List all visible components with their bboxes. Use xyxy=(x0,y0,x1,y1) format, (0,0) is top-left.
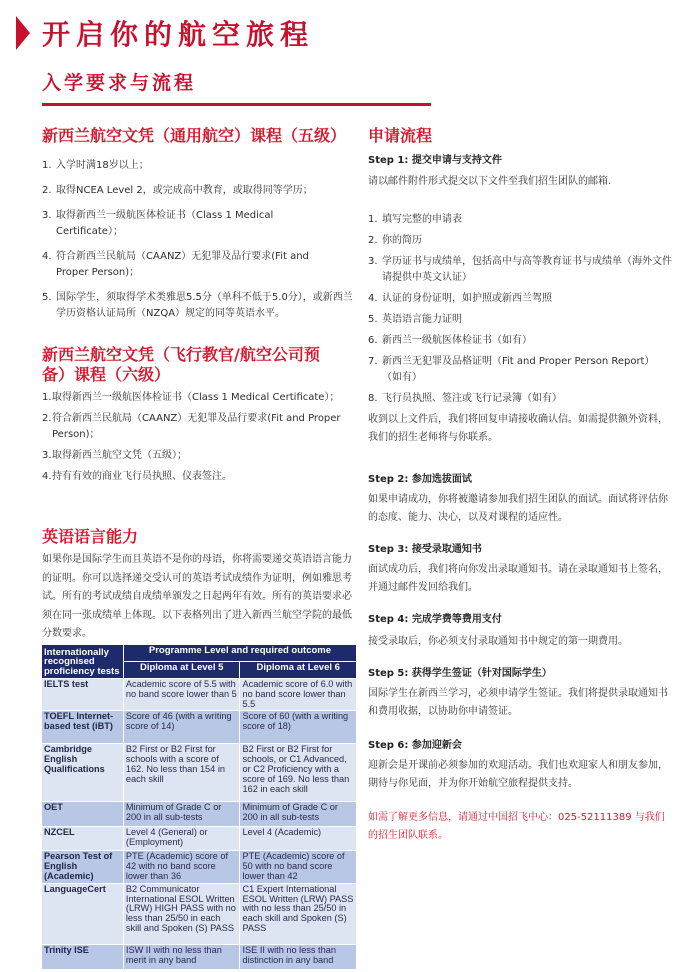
step5-text: 国际学生在新西兰学习，必须申请学生签证。我们将提供录取通知书和费用收据，以协助你申请签证。 xyxy=(368,688,668,717)
table-row: Pearson Test of English (Academic) PTE (Academic) score of 42 with no band score lower than 36 PTE (Academic) score of 50 with no band score lower than 42 xyxy=(42,851,357,883)
page-title: 开启你的航空旅程 xyxy=(42,18,315,51)
step4-text: 接受录取后，你必须支付录取通知书中规定的第一期费用。 xyxy=(368,636,628,647)
list-item: 3. 取得新西兰一级航医体检证书（Class 1 Medical Certificate）； xyxy=(42,210,274,237)
step1-document-list xyxy=(368,212,674,407)
list-item: 3. 取得新西兰航空文凭（五级）； xyxy=(42,450,187,461)
contact-info: 如需了解更多信息，请通过中国招飞中心：025-52111389 与我们的招生团队联系。 xyxy=(368,812,665,841)
list-item: 2. 符合新西兰民航局（CAANZ）无犯罪及品行要求(Fit and Proper Person)； xyxy=(42,413,341,440)
step1-outro: 收到以上文件后，我们将回复申请接收确认信。如需提供额外资料，我们的招生老师将与你联系。 xyxy=(368,414,668,443)
level5-list xyxy=(42,158,356,322)
list-item: 1. 填写完整的申请表 xyxy=(368,214,462,225)
english-paragraph: 如果你是国际学生而且英语不是你的母语，你将需要递交英语语言能力的证明。你可以选择递交受认可的英语考试成绩作为证明，例如雅思考试。所有的考试成绩自成绩单颁发之日起两年有效。所有的英语要求必须在同一张成绩单上体现。以下表格列出了进入新西兰航空学院的最低分数要求。 xyxy=(42,554,352,639)
list-item: 8. 飞行员执照、签注或飞行记录簿（如有） xyxy=(368,393,562,404)
proficiency-table xyxy=(41,644,357,970)
level6-list xyxy=(42,390,356,485)
list-item: 1. 取得新西兰一级航医体检证书（Class 1 Medical Certificate）； xyxy=(42,392,340,403)
table-row: Cambridge English Qualifications B2 First or B2 First for schools with a score of 162. No less than 154 in each skill B2 First or B2 First for schools, or C1 Advanced, or C2 Proficiency with a score of 169. No less than 162 in each skill xyxy=(42,744,357,802)
table-row: NZCEL Level 4 (General) or (Employment) Level 4 (Academic) xyxy=(42,827,357,851)
step2-title: Step 2: 参加选拔面试 xyxy=(368,474,472,485)
header-triangle-icon xyxy=(16,16,30,50)
step3-text: 面试成功后，我们将向你发出录取通知书。请在录取通知书上签名，并通过邮件发回给我们。 xyxy=(368,564,668,593)
level5-section xyxy=(42,126,356,322)
list-item: 3. 学历证书与成绩单，包括高中与高等教育证书与成绩单（海外文件请提供中英文认证） xyxy=(368,256,672,283)
list-item: 4. 持有有效的商业飞行员执照、仪表签注。 xyxy=(42,471,232,482)
step3-title: Step 3: 接受录取通知书 xyxy=(368,544,482,555)
table-row: TOEFL Internet-based test (iBT) Score of 46 (with a writing score of 14) Score of 60 (with a writing score of 18) xyxy=(42,711,357,744)
list-item: 2. 取得NCEA Level 2，或完成高中教育，或取得同等学历； xyxy=(42,185,313,196)
list-item: 1. 入学时满18岁以上； xyxy=(42,160,149,171)
list-item: 7. 新西兰无犯罪及品格证明（Fit and Proper Person Report）（如有） xyxy=(368,356,655,383)
step1-title: Step 1: 提交申请与支持文件 xyxy=(368,155,502,166)
process-title: 申请流程 xyxy=(368,126,433,145)
level6-section xyxy=(42,345,356,485)
level5-title: 新西兰航空文凭（通用航空）课程（五级） xyxy=(42,126,347,145)
list-item: 4. 符合新西兰民航局（CAANZ）无犯罪及品行要求(Fit and Proper Person)； xyxy=(42,251,309,278)
table-row: LanguageCert B2 Communicator International ESOL Written (LRW) HIGH PASS with no less than 25/50 in each skill and Spoken (S) PASS C1 Expert International ESOL Written (LRW) PASS with no less than 25/50 in each skill and Spoken (S) PASS xyxy=(42,883,357,944)
step6-text: 迎新会是开课前必须参加的欢迎活动。我们也欢迎家人和朋友参加，期待与你见面，并为你开始航空旅程提供支持。 xyxy=(368,760,668,789)
process-section xyxy=(368,126,674,845)
list-item: 2. 你的简历 xyxy=(368,235,422,246)
table-header-level5: Diploma at Level 5 xyxy=(123,662,240,679)
step5-title: Step 5: 获得学生签证（针对国际学生） xyxy=(368,668,552,679)
page-subtitle: 入学要求与流程 xyxy=(42,72,197,94)
table-header-tests: Internationally recognised proficiency tests xyxy=(42,645,124,679)
level6-title: 新西兰航空文凭（飞行教官/航空公司预备）课程（六级） xyxy=(42,345,320,384)
list-item: 5. 英语语言能力证明 xyxy=(368,314,462,325)
table-row: Trinity ISE ISW II with no less than merit in any band ISE II with no less than distinction in any band xyxy=(42,944,357,969)
step2-text: 如果申请成功，你将被邀请参加我们招生团队的面试。面试将评估你的态度、能力、决心，以及对课程的适应性。 xyxy=(368,494,668,523)
header-divider xyxy=(42,103,431,106)
step6-title: Step 6: 参加迎新会 xyxy=(368,740,462,751)
table-header-level6: Diploma at Level 6 xyxy=(240,662,357,679)
table-row: IELTS test Academic score of 5.5 with no band score lower than 5 Academic score of 6.0 with no band score lower than 5.5 xyxy=(42,679,357,711)
list-item: 5. 国际学生，须取得学术类雅思5.5分（单科不低于5.0分），或新西兰学历资格认证局所（NZQA）规定的同等英语水平。 xyxy=(42,292,353,319)
table-header-group: Programme Level and required outcome xyxy=(123,645,356,662)
step4-title: Step 4: 完成学费等费用支付 xyxy=(368,614,502,625)
english-title: 英语语言能力 xyxy=(42,527,139,546)
step1-intro: 请以邮件附件形式提交以下文件至我们招生团队的邮箱. xyxy=(368,176,612,187)
table-row: OET Minimum of Grade C or 200 in all sub-tests Minimum of Grade C or 200 in all sub-tests xyxy=(42,802,357,827)
list-item: 6. 新西兰一级航医体检证书（如有） xyxy=(368,335,532,346)
english-section xyxy=(42,527,354,644)
list-item: 4. 认证的身份证明，如护照或新西兰驾照 xyxy=(368,293,552,304)
